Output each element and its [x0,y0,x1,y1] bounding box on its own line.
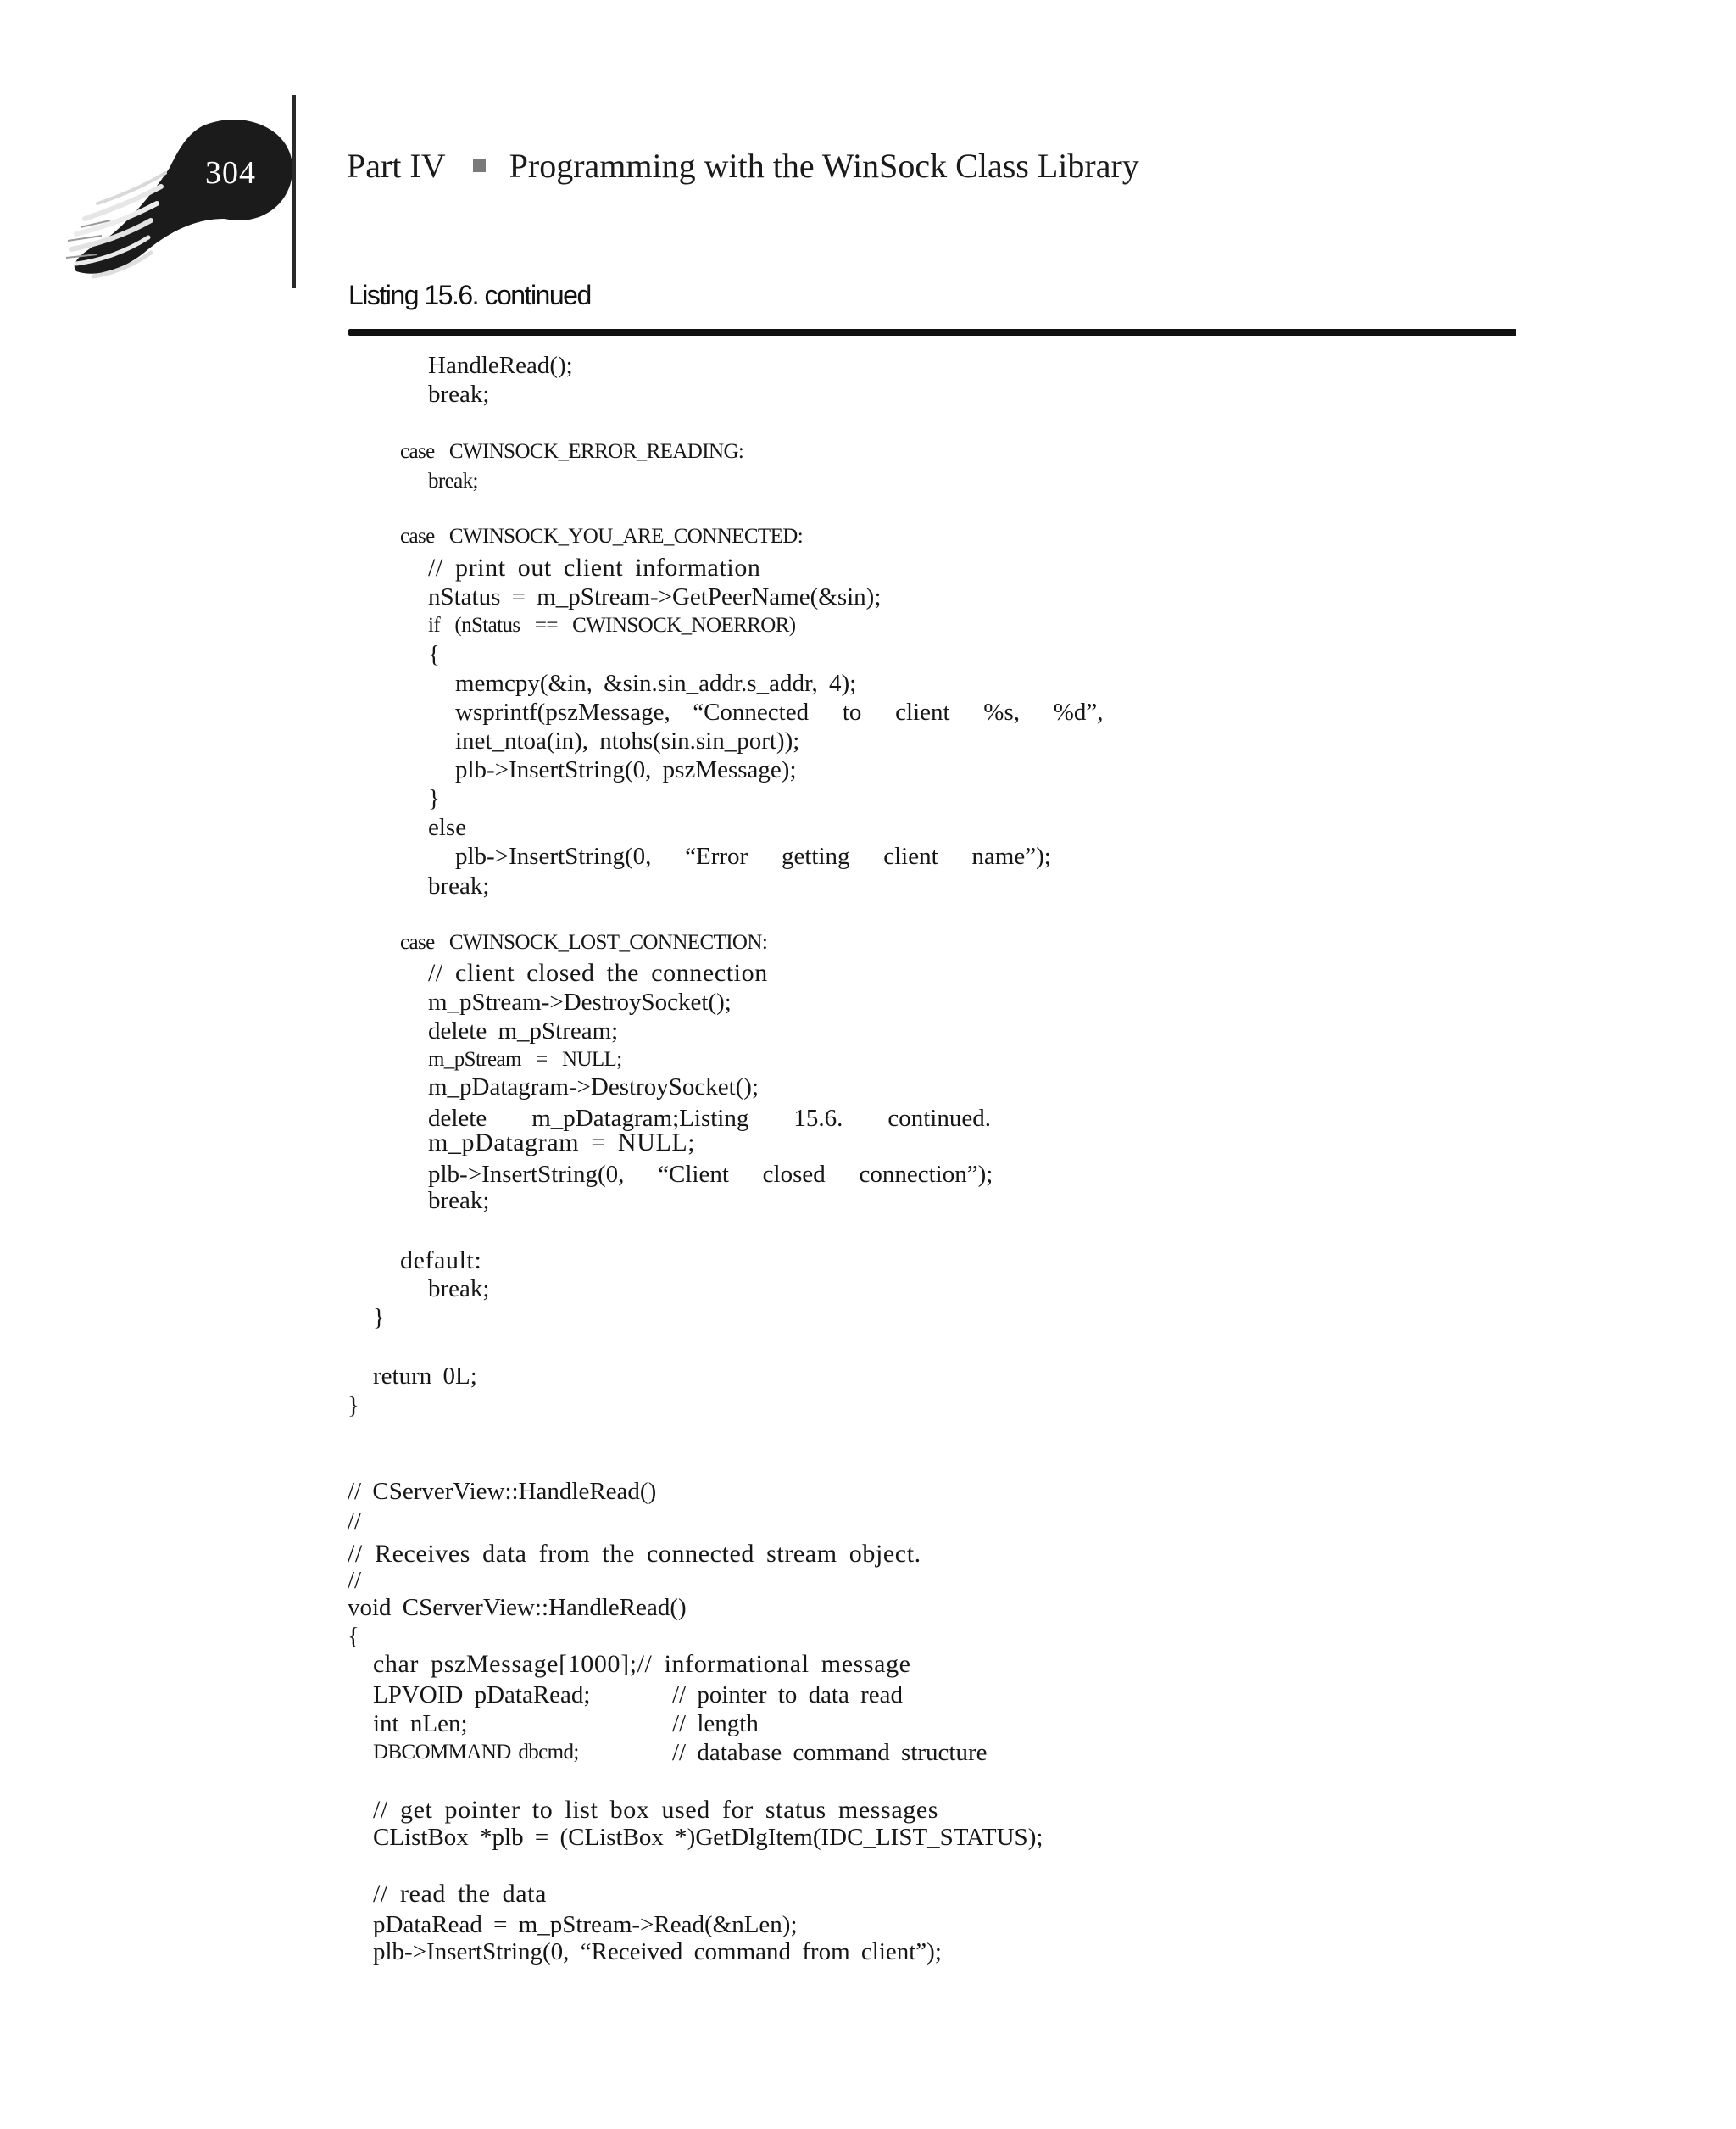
part-label: Part IV [347,147,446,185]
code-line: break; [428,1275,490,1302]
code-line: wsprintf(pszMessage, “Connected to client %s, %d”, [455,699,1104,726]
code-line: // [348,1508,362,1535]
code-line: else [428,814,467,841]
code-line: HandleRead(); [428,352,573,379]
code-line: } [428,785,440,812]
code-line: memcpy(&in, &sin.sin_addr.s_addr, 4); [455,670,857,697]
code-line: } [348,1392,359,1419]
code-line: { [348,1623,359,1650]
code-line: break; [428,872,490,900]
code-line: plb->InsertString(0, pszMessage); [455,756,797,783]
code-line: // Receives data from the connected stream object. [348,1540,921,1568]
code-line: break; [428,381,490,408]
running-head-title: Programming with the WinSock Class Library [509,147,1139,185]
code-line: case CWINSOCK_LOST_CONNECTION: [400,931,768,954]
code-line: delete m_pDatagram;Listing 15.6. continued. [428,1105,991,1132]
code-line: void CServerView::HandleRead() [348,1594,687,1621]
code-line: break; [428,470,478,493]
code-line: // print out client information [428,554,761,582]
code-line: int nLen; [373,1710,468,1737]
code-line: // [348,1567,362,1594]
code-line: CListBox *plb = (CListBox *)GetDlgItem(IDC_LIST_STATUS); [373,1824,1043,1851]
code-line: } [373,1304,385,1331]
code-line: case CWINSOCK_YOU_ARE_CONNECTED: [400,525,804,548]
listing-caption: Listing 15.6. continued [348,280,591,310]
code-line: nStatus = m_pStream->GetPeerName(&sin); [428,583,882,610]
code-line: // pointer to data read [672,1681,904,1708]
code-line: // database command structure [672,1739,988,1766]
code-line: default: [400,1246,482,1274]
code-line: plb->InsertString(0, “Received command from client”); [373,1938,942,1965]
code-line: m_pDatagram->DestroySocket(); [428,1073,760,1101]
code-line: plb->InsertString(0, “Error getting client name”); [455,843,1051,870]
code-line: case CWINSOCK_ERROR_READING: [400,440,744,463]
code-line: { [428,641,440,668]
code-line: return 0L; [373,1363,477,1390]
code-line: m_pStream->DestroySocket(); [428,989,732,1016]
page-number: 304 [205,155,256,191]
code-line: LPVOID pDataRead; [373,1681,591,1708]
code-line: delete m_pStream; [428,1017,619,1045]
code-line: plb->InsertString(0, “Client closed connection”); [428,1161,993,1188]
code-line: DBCOMMAND dbcmd; [373,1741,579,1764]
code-line: m_pDatagram = NULL; [428,1129,696,1156]
code-line: break; [428,1187,490,1214]
code-line: if (nStatus == CWINSOCK_NOERROR) [428,614,796,637]
code-line: // get pointer to list box used for status messages [373,1796,939,1824]
code-line: // client closed the connection [428,959,768,987]
code-line: pDataRead = m_pStream->Read(&nLen); [373,1911,798,1938]
code-line: char pszMessage[1000];// informational message [373,1650,911,1678]
code-line: inet_ntoa(in), ntohs(sin.sin_port)); [455,727,800,755]
code-line: // read the data [373,1880,548,1908]
code-line: // length [672,1710,759,1737]
code-line: m_pStream = NULL; [428,1048,622,1071]
code-line: // CServerView::HandleRead() [348,1478,657,1505]
